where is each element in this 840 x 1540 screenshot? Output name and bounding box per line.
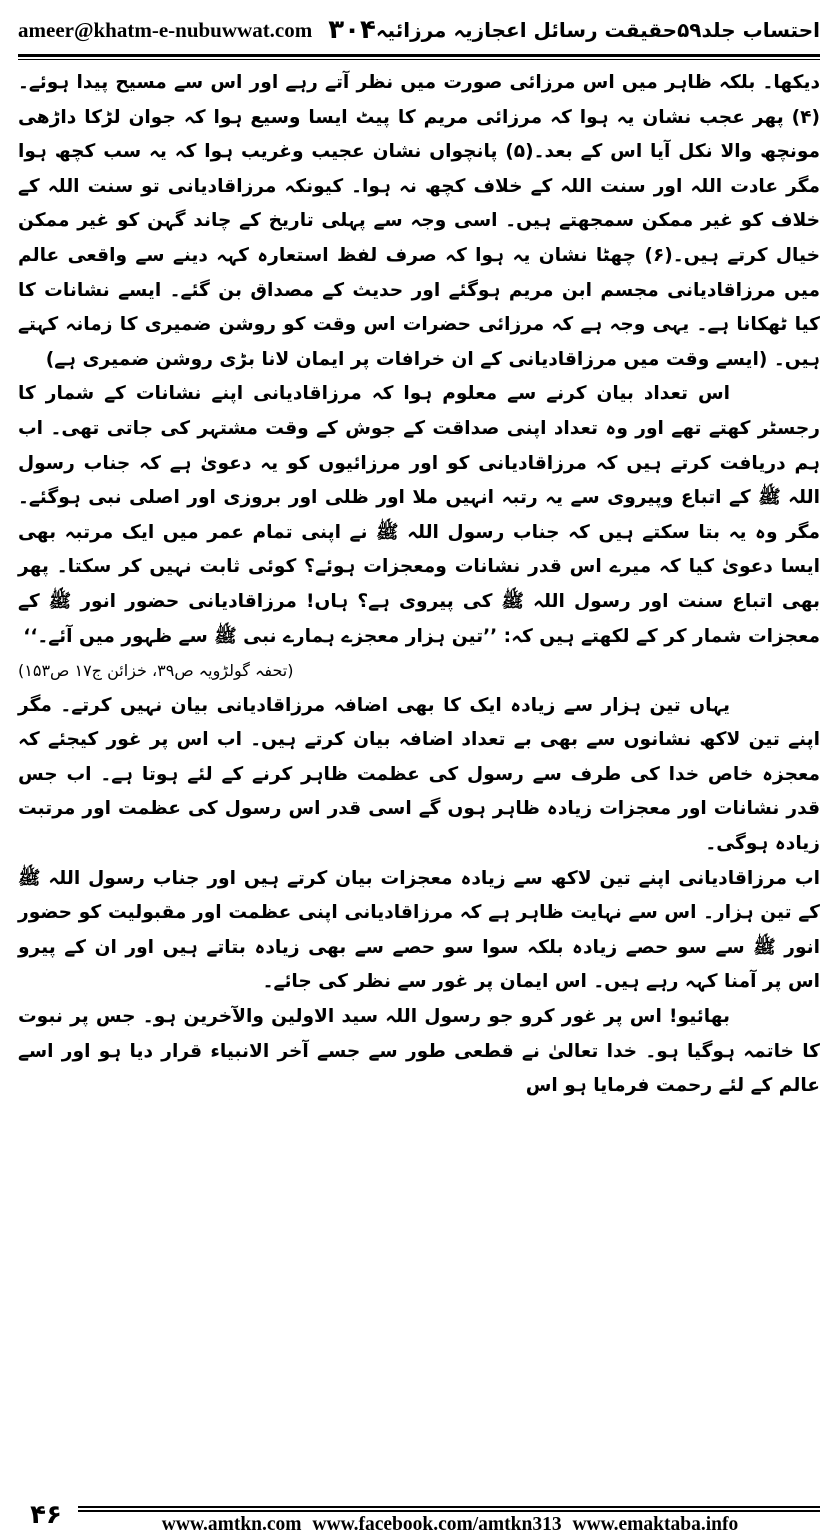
footer-link-facebook[interactable]: www.facebook.com/amtkn313 <box>312 1514 562 1535</box>
footer-link-amtkn[interactable]: www.amtkn.com <box>161 1514 302 1535</box>
header-email: ameer@khatm-e-nubuwwat.com <box>18 17 313 42</box>
header-page-number: ۳۰۴ <box>328 15 376 45</box>
paragraph-2: اس تعداد بیان کرنے سے معلوم ہوا کہ مرزاقادیانی اپنے نشانات کے شمار کا رجسٹر کھتے تھے اور وہ تعداد اپنی صداقت کے جوش کے وقت مشتہر کی جاتی تھی۔ اب ہم دریافت کرتے ہیں کہ مرزاقادیانی کو اور مرزائیوں کو یہ دعویٰ ہے کہ جناب رسول اللہ ﷺ کے اتباع وپیروی سے یہ رتبہ انہیں ملا اور ظلی اور بروزی اور اصلی نبی ہوگئے۔ مگر وہ یہ بتا سکتے ہیں کہ جناب رسول اللہ ﷺ نے اپنی تمام عمر میں ایک مرتبہ بھی ایسا دعویٰ کیا کہ میرے اس قدر نشانات ومعجزات ہوئے؟ کوئی ثابت نہیں کر سکتا۔ پھر بھی اتباع سنت اور رسول اللہ ﷺ کی پیروی ہے؟ ہاں! مرزاقادیانی حضور انور ﷺ کے معجزات شمار کر کے لکھتے ہیں کہ: ’’تین ہزار معجزے ہمارے نبی ﷺ سے ظہور میں آئے۔‘‘ <box>18 383 820 647</box>
page-footer <box>18 1500 820 1536</box>
page-body <box>18 66 820 1476</box>
footer-link-emaktaba[interactable]: www.emaktaba.info <box>572 1514 739 1535</box>
header-rule-thin <box>18 59 820 60</box>
page-header <box>18 8 820 52</box>
footer-page-number: ۴۶ <box>30 1500 62 1530</box>
paragraph-1: دیکھا۔ بلکہ ظاہر میں اس مرزائی صورت میں نظر آتے رہے اور اس سے مسیح پیدا ہوئے۔(۴) پھر عجب نشان یہ ہوا کہ مرزائی مریم کا پیٹ ایسا وسیع ہوا کہ جوان لڑکا داڑھی مونچھ والا نکل آیا اس کے بعد۔(۵) پانچواں نشان عجیب وغریب ہوا کہ یہ سب کچھ ہوا مگر عادت اللہ اور سنت اللہ کے خلاف کچھ نہ ہوا۔ کیونکہ مرزاقادیانی تو سنت اللہ کے خلاف کو غیر ممکن سمجھتے ہیں۔ اسی وجہ سے پہلی تاریخ کے چاند گہن کو غیر ممکن خیال کرتے ہیں۔(۶) چھٹا نشان یہ ہوا کہ صرف لفظ استعارہ کہہ دینے سے واقعی عالم میں مرزاقادیانی مجسم ابن مریم ہوگئے اور حدیث کے مصداق بن گئے۔ ایسے نشانات کا کیا ٹھکانا ہے۔ یہی وجہ ہے کہ مرزائی حضرات اس وقت کو روشن ضمیری کا زمانہ کہتے ہیں۔ (ایسے وقت میں مرزاقادیانی کے ان خرافات پر ایمان لانا بڑی روشن ضمیری ہے) <box>18 72 820 370</box>
footer-rule-2 <box>78 1510 820 1512</box>
header-rule-thick <box>18 54 820 57</box>
paragraph-3: یہاں تین ہزار سے زیادہ ایک کا بھی اضافہ مرزاقادیانی بیان نہیں کرتے۔ مگر اپنے تین لاکھ نشانوں سے بھی بے تعداد اضافہ بیان کرتے ہیں۔ اب اس پر غور کیجئے کہ معجزہ خاص خدا کی طرف سے رسول کی عظمت ظاہر کرنے کے لئے ہوتا ہے۔ اب جس قدر نشانات اور معجزات زیادہ ظاہر ہوں گے اسی قدر اس رسول کی عظمت اور مرتبت زیادہ ہوگی۔ <box>18 694 820 855</box>
footer-links <box>80 1514 820 1536</box>
citation: (تحفہ گولڑویہ ص۳۹، خزائن ج۱۷ ص۱۵۳) <box>18 661 294 681</box>
paragraph-4: اب مرزاقادیانی اپنے تین لاکھ سے زیادہ معجزات بیان کرتے ہیں اور جناب رسول اللہ ﷺ کے تین ہزار۔ اس سے نہایت ظاہر ہے کہ مرزاقادیانی اپنی عظمت اور مقبولیت کو حضور انور ﷺ سے سو حصے زیادہ بلکہ سوا سو حصے سے بھی زیادہ بتاتے ہیں اور ان کے پیرو اس پر آمنا کہہ رہے ہیں۔ اس ایمان پر غور سے نظر کی جائے۔ <box>18 867 820 993</box>
paragraph-5: بھائیو! اس پر غور کرو جو رسول اللہ سید الاولین والآخرین ہو۔ جس پر نبوت کا خاتمہ ہوگیا ہو۔ خدا تعالیٰ نے قطعی طور سے جسے آخر الانبیاء قرار دیا ہو اور اسے عالم کے لئے رحمت فرمایا ہو اس <box>18 1006 820 1097</box>
header-left <box>18 15 376 45</box>
header-book-title: احتساب جلد۵۹حقیقت رسائل اعجازیہ مرزائیہ <box>375 18 820 42</box>
footer-rule-1 <box>78 1506 820 1508</box>
